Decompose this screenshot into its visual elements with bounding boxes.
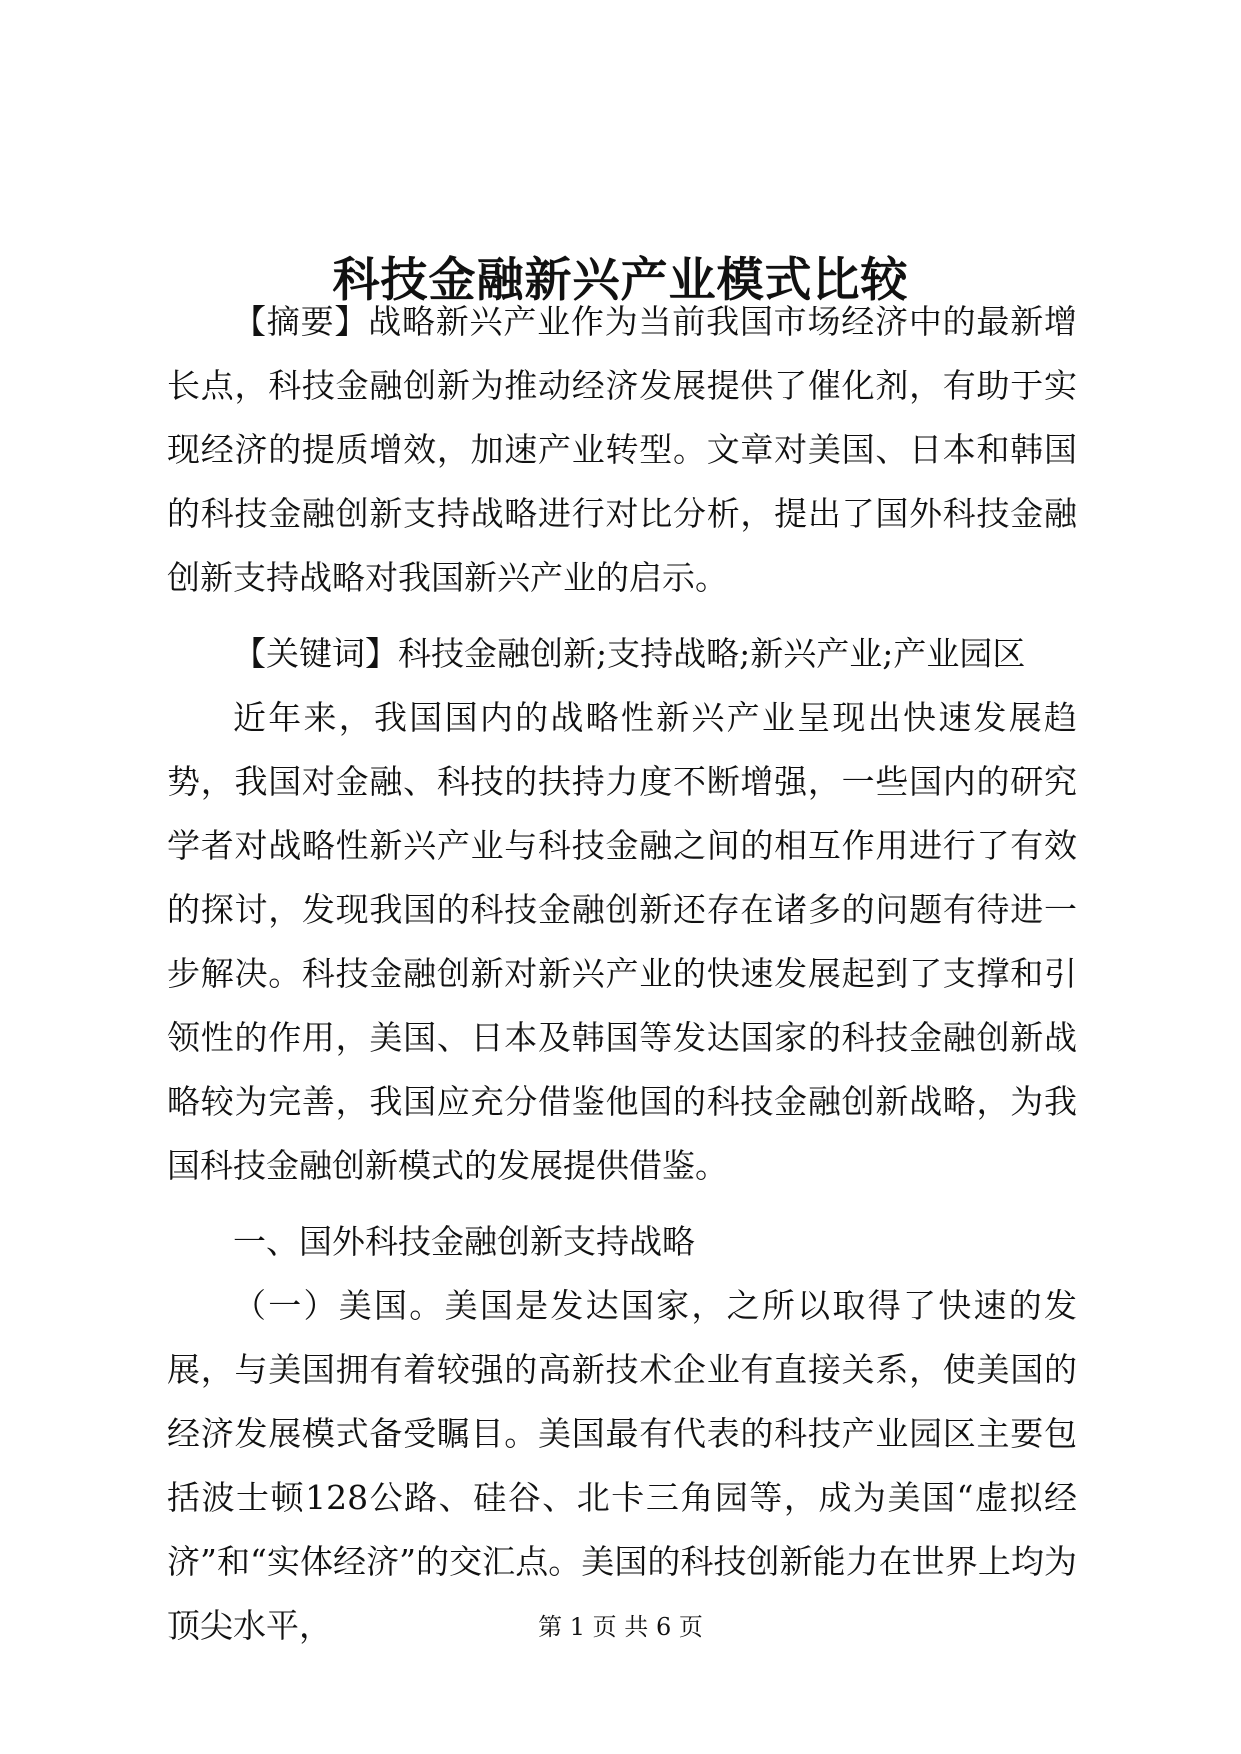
document-body bbox=[167, 290, 1077, 1658]
usa-paragraph: （一）美国。美国是发达国家，之所以取得了快速的发展，与美国拥有着较强的高新技术企业有直接关系，使美国的经济发展模式备受瞩目。美国最有代表的科技产业园区主要包括波士顿128公路、硅谷、北卡三角园等，成为美国“虚拟经济”和“实体经济”的交汇点。美国的科技创新能力在世界上均为顶尖水平， bbox=[167, 1286, 1077, 1645]
keywords-paragraph: 【关键词】科技金融创新;支持战略;新兴产业;产业园区 bbox=[233, 634, 1026, 673]
abstract-paragraph: 【摘要】战略新兴产业作为当前我国市场经济中的最新增长点，科技金融创新为推动经济发展提供了催化剂，有助于实现经济的提质增效，加速产业转型。文章对美国、日本和韩国的科技金融创新支持战略进行对比分析，提出了国外科技金融创新支持战略对我国新兴产业的启示。 bbox=[167, 302, 1077, 597]
section-heading: 一、国外科技金融创新支持战略 bbox=[233, 1222, 695, 1261]
intro-paragraph: 近年来，我国国内的战略性新兴产业呈现出快速发展趋势，我国对金融、科技的扶持力度不断增强，一些国内的研究学者对战略性新兴产业与科技金融之间的相互作用进行了有效的探讨，发现我国的科技金融创新还存在诸多的问题有待进一步解决。科技金融创新对新兴产业的快速发展起到了支撑和引领性的作用，美国、日本及韩国等发达国家的科技金融创新战略较为完善，我国应充分借鉴他国的科技金融创新战略，为我国科技金融创新模式的发展提供借鉴。 bbox=[167, 698, 1077, 1185]
document-title: 科技金融新兴产业模式比较 bbox=[332, 253, 909, 309]
page-number-footer: 第 1 页 共 6 页 bbox=[538, 1613, 703, 1641]
